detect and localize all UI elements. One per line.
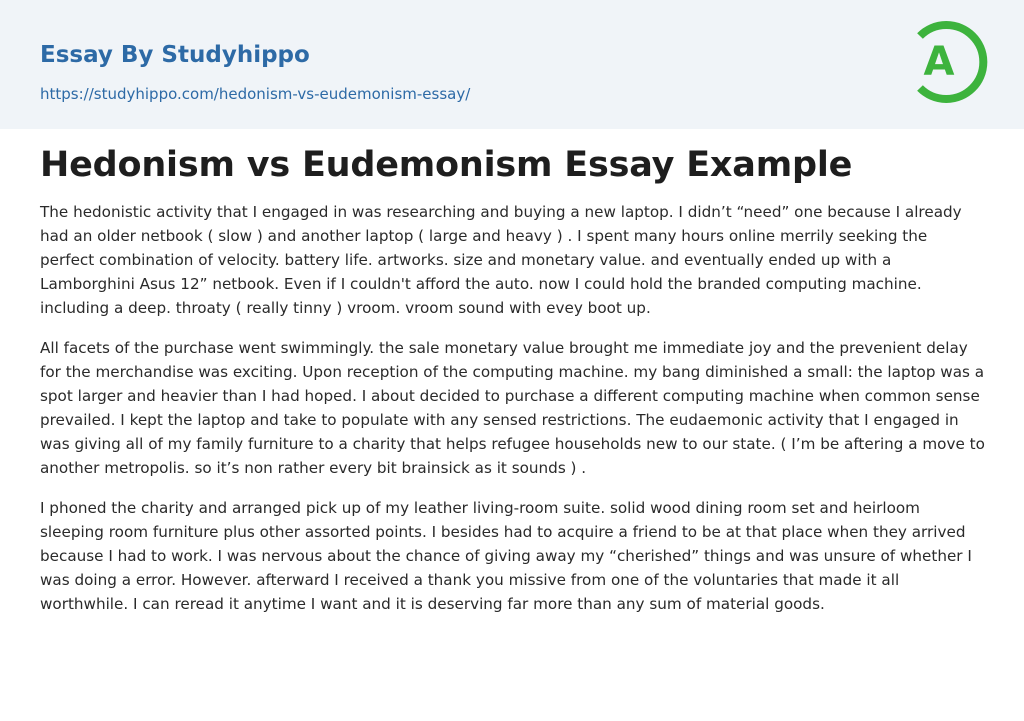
essay-body (40, 200, 986, 632)
essay-paragraph: I phoned the charity and arranged pick up of my leather living-room suite. solid wood dining room set and heirloom sleeping room furniture plus other assorted points. I besides had to acquire a friend to be at that place when they arrived because I had to work. I was nervous about the chance of giving away my “cherished” things and was unsure of whether I was doing a error. However. afterward I received a thank you missive from one of the voluntaries that made it all worthwhile. I can reread it anytime I want and it is deserving far more than any sum of material goods. (40, 499, 972, 613)
site-header (0, 0, 1024, 129)
essay-paragraph: All facets of the purchase went swimmingly. the sale monetary value brought me immediate joy and the prevenient delay for the merchandise was exciting. Upon reception of the computing machine. my bang diminished a small: the laptop was a spot larger and heavier than I had hoped. I about decided to purchase a different computing machine when common sense prevailed. I kept the laptop and take to populate with any sensed restrictions. The eudaemonic activity that I engaged in was giving all of my family furniture to a charity that helps refugee households new to our state. ( I’m be aftering a move to another metropolis. so it’s non rather every bit brainsick as it sounds ) . (40, 339, 985, 477)
page-title: Hedonism vs Eudemonism Essay Example (40, 145, 853, 185)
studyhippo-logo-icon[interactable] (908, 18, 988, 106)
site-brand[interactable]: Essay By Studyhippo (40, 42, 310, 68)
essay-paragraph: The hedonistic activity that I engaged in was researching and buying a new laptop. I didn’t “need” one because I already had an older netbook ( slow ) and another laptop ( large and heavy ) . I spent many hours online merrily seeking the perfect combination of velocity. battery life. artworks. size and monetary value. and eventually ended up with a Lamborghini Asus 12” netbook. Even if I couldn't afford the auto. now I could hold the branded computing machine. including a deep. throaty ( really tinny ) vroom. vroom sound with evey boot up. (40, 203, 962, 317)
logo-letter: A (923, 39, 955, 85)
page-url-link[interactable]: https://studyhippo.com/hedonism-vs-eudemonism-essay/ (40, 85, 471, 103)
